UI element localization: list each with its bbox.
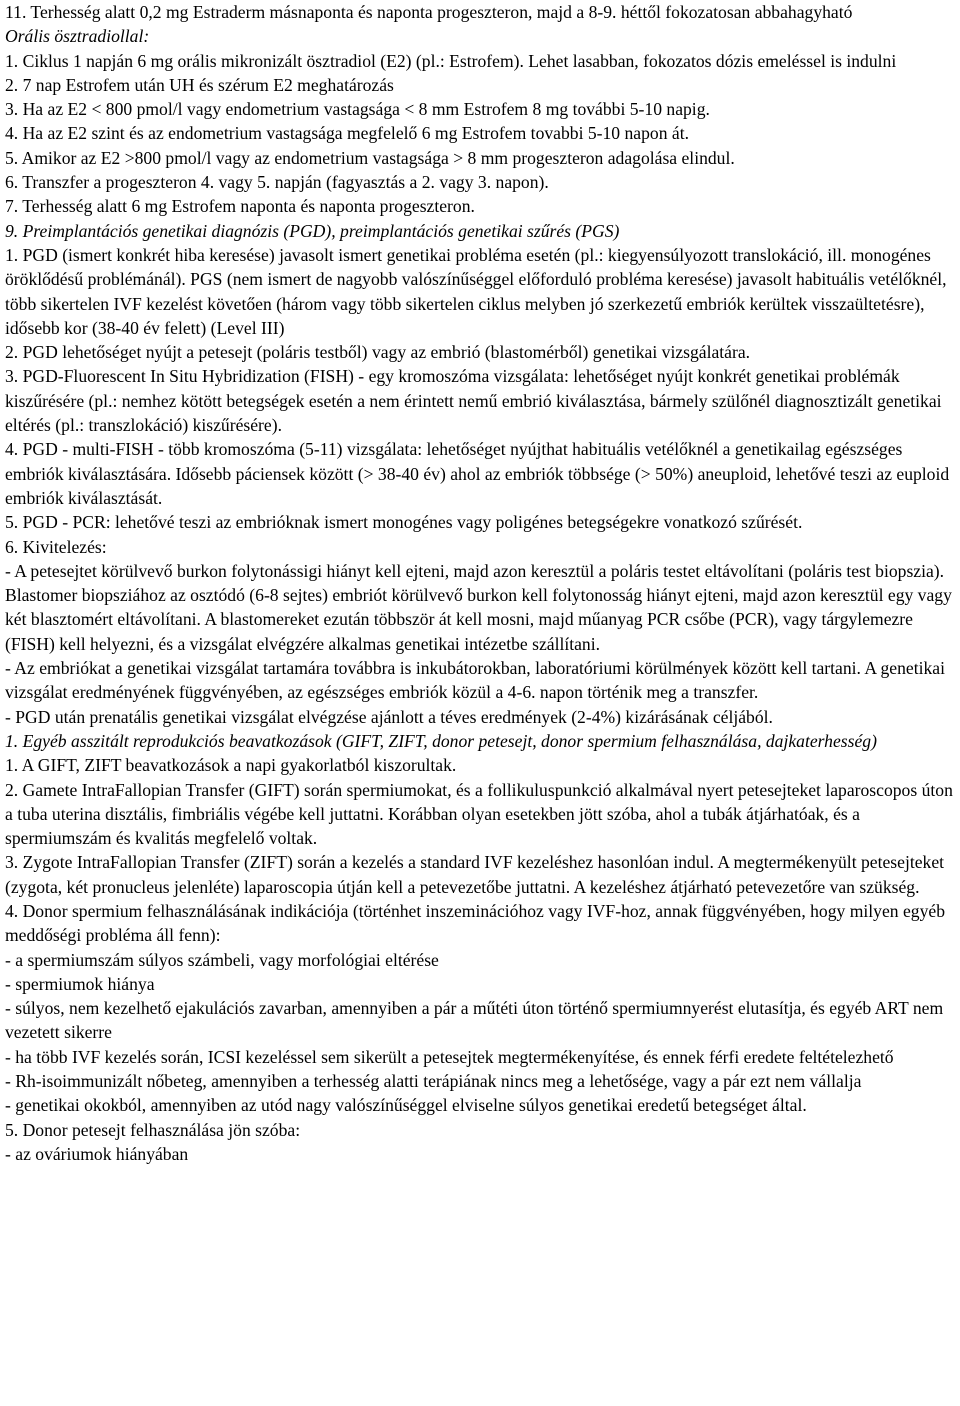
paragraph: 4. Ha az E2 szint és az endometrium vastagsága megfelelő 6 mg Estrofem tovabbi 5-10 napon át. <box>5 123 689 144</box>
paragraph: - A petesejtet körülvevő burkon folytonássigi hiányt kell ejteni, majd azon keresztül a poláris testet eltávolítani (poláris test biopszia). Blastomer biopsziához az osztódó (6-8 sejtes) embriót körülvevő burkon kell folytonosság hiányt ejteni, majd azon keresztül egy vagy két blasztomért eltávolítani. A blastomereket ezután többször át kell mosni, majd műanyag PCR csőbe (PCR), vagy tárgylemezre (FISH) kell helyezni, és a vizsgálat elvégzére alkalmas genetikai intézetbe szállítani. <box>5 560 952 654</box>
paragraph: 3. PGD-Fluorescent In Situ Hybridization (FISH) - egy kromoszóma vizsgálata: lehetőséget nyújt konkrét genetikai problémák kiszűrésére (pl.: nemhez kötött betegségek esetén a nem érintett nemű embrió kiválasztása, bármely szülőnél diagnosztizált genetikai eltérés (pl.: transzlokáció) kiszűrésére). <box>5 366 942 436</box>
paragraph: 3. Zygote IntraFallopian Transfer (ZIFT) során a kezelés a standard IVF kezeléshez hasonlóan indul. A megtermékenyült petesejteket (zygota, két pronucleus jelenléte) laparoscopia útján kell a petevezetőbe juttatni. A kezeléshez átjárható petevezetőre van szükség. <box>5 852 945 897</box>
list-item: - spermiumok hiánya <box>5 973 155 994</box>
paragraph: 5. Amikor az E2 >800 pmol/l vagy az endometrium vastagsága > 8 mm progeszteron adagolása elindul. <box>5 147 735 168</box>
paragraph: 6. Kivitelezés: <box>5 536 107 557</box>
section-heading-assisted-reproduction: 1. Egyéb asszitált reprodukciós beavatkozások (GIFT, ZIFT, donor petesejt, donor spermium felhasználása, dajkaterhesség) <box>5 730 877 751</box>
paragraph: 11. Terhesség alatt 0,2 mg Estraderm másnaponta és naponta progeszteron, majd a 8-9. héttől fokozatosan abbahagyható <box>5 2 853 22</box>
list-item: - genetikai okokból, amennyiben az utód nagy valószínűséggel elviselne súlyos genetikai eredetű betegséget által. <box>5 1095 807 1116</box>
paragraph: 6. Transzfer a progeszteron 4. vagy 5. napján (fagyasztás a 2. vagy 3. napon). <box>5 172 549 193</box>
list-item: - súlyos, nem kezelhető ejakulációs zavarban, amennyiben a pár a műtéti úton történő spermiumnyerést elutasítja, és egyéb ART nem vezetett sikerre <box>5 998 944 1043</box>
paragraph: 4. Donor spermium felhasználásának indikációja (történhet inszeminációhoz vagy IVF-hoz, annak függvényében, hogy milyen egyéb meddőségi probléma áll fenn): <box>5 900 945 946</box>
paragraph: 4. PGD - multi-FISH - több kromoszóma (5-11) vizsgálata: lehetőséget nyújthat habituális vetélőknél a genetikailag egészséges embriók kiválasztására. Idősebb páciensek között (> 38-40 év) ahol az embriók többsége (> 50%) aneuploid, lehetővé teszi az euploid embriók kiválasztását. <box>5 439 950 508</box>
paragraph: 2. 7 nap Estrofem után UH és szérum E2 meghatározás <box>5 74 394 95</box>
list-item: - ha több IVF kezelés során, ICSI kezeléssel sem sikerült a petesejtek megtermékenyítése, és ennek férfi eredete feltételezhető <box>5 1046 894 1067</box>
paragraph: 5. PGD - PCR: lehetővé teszi az embrióknak ismert monogénes vagy poligénes betegségekre vonatkozó szűrését. <box>5 512 803 533</box>
paragraph: 1. PGD (ismert konkrét hiba keresése) javasolt ismert genetikai probléma esetén (pl.: kiegyensúlyozott translokáció, ill. monogénes öröklődésű problémánál). PGS (nem ismert de nagyobb valószínűséggel előforduló probléma keresése) javasolt habituális vetélőknél, több sikertelen IVF kezelést követően (három vagy több sikertelen ciklus melyben jó szerkezetű embriók kerültek visszaültetésre), idősebb kor (38-40 év felett) (Level III) <box>5 244 947 338</box>
paragraph: 5. Donor petesejt felhasználása jön szóba: <box>5 1119 301 1140</box>
paragraph: 2. PGD lehetőséget nyújt a petesejt (poláris testből) vagy az embrió (blastomérből) genetikai vizsgálatára. <box>5 342 751 363</box>
paragraph: - Az embriókat a genetikai vizsgálat tartamára továbbra is inkubátorokban, laboratóriumi körülmények között kell tartani. A genetikai vizsgálat eredményének függvényében, az egészséges embriók közül a 4-6. napon történik meg a transzfer. <box>5 658 945 703</box>
section-heading-oral-estradiol: Orális ösztradiollal: <box>5 26 150 47</box>
paragraph: 2. Gamete IntraFallopian Transfer (GIFT) során spermiumokat, és a follikuluspunkció alkalmával nyert petesejteket laparoscopos úton a tuba uterina disztális, fimbriális végébe kell juttatni. Korábban olyan esetekben jött szóba, ahol a tubák átjárhatóak, és a spermiumszám és kvalitás megfelelő voltak. <box>5 779 953 849</box>
section-heading-pgd-pgs: 9. Preimplantációs genetikai diagnózis (PGD), preimplantációs genetikai szűrés (PGS) <box>5 220 620 241</box>
list-item: - az ováriumok hiányában <box>5 1143 189 1164</box>
list-item: - Rh-isoimmunizált nőbeteg, amennyiben a terhesség alatti terápiának nincs meg a lehetősége, vagy a pár ezt nem vállalja <box>5 1071 862 1092</box>
paragraph: 1. A GIFT, ZIFT beavatkozások a napi gyakorlatból kiszorultak. <box>5 755 457 776</box>
list-item: - a spermiumszám súlyos számbeli, vagy morfológiai eltérése <box>5 949 439 970</box>
paragraph: 3. Ha az E2 < 800 pmol/l vagy endometrium vastagsága < 8 mm Estrofem 8 mg további 5-10 napig. <box>5 99 710 120</box>
paragraph: - PGD után prenatális genetikai vizsgálat elvégzése ajánlott a téves eredmények (2-4%) kizárásának céljából. <box>5 706 773 727</box>
paragraph: 1. Ciklus 1 napján 6 mg orális mikronizált ösztradiol (E2) (pl.: Estrofem). Lehet lasabban, fokozatos dózis emeléssel is indulni <box>5 50 897 71</box>
paragraph: 7. Terhesség alatt 6 mg Estrofem naponta és naponta progeszteron. <box>5 196 475 217</box>
